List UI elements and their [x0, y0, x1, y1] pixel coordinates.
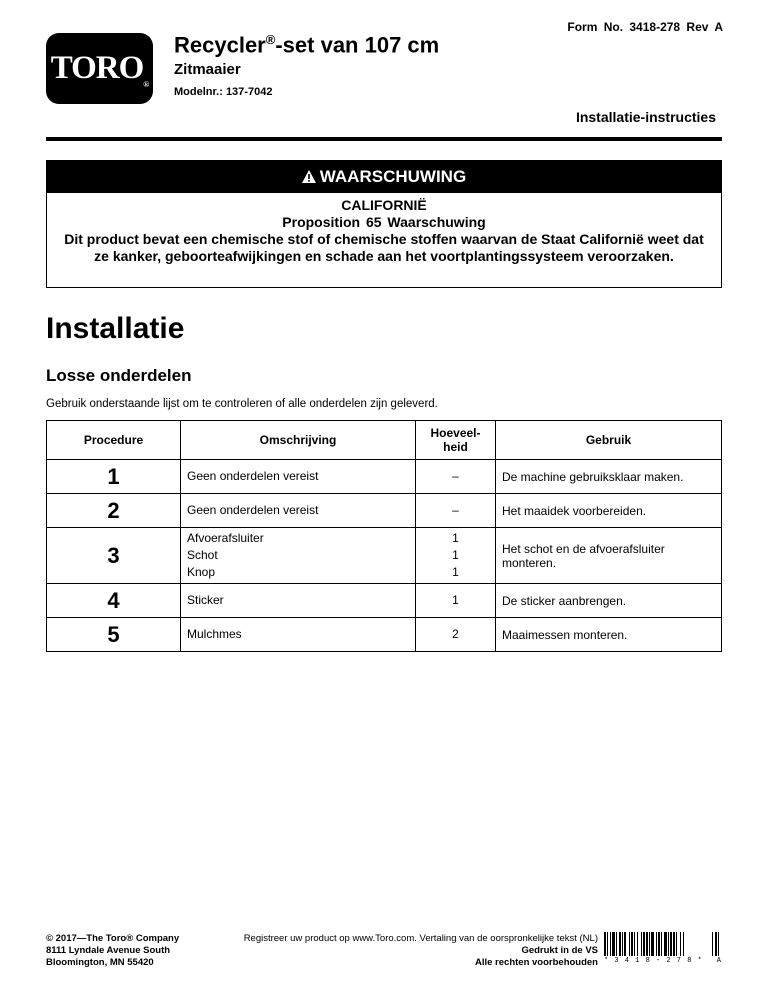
toro-logo: TORO®	[46, 33, 153, 104]
cell-quantity: –	[416, 494, 496, 528]
cell-description: Geen onderdelen vereist	[181, 494, 416, 528]
document-title: Recycler®-set van 107 cm	[174, 32, 440, 58]
cell-use: Het maaidek voorbereiden.	[496, 494, 722, 528]
cell-procedure: 5	[47, 618, 181, 652]
warning-line-state: CALIFORNIË	[341, 197, 427, 213]
header-description: Omschrijving	[181, 421, 416, 460]
model-number: Modelnr.: 137-7042	[174, 86, 273, 98]
cell-procedure: 2	[47, 494, 181, 528]
section-subtitle: Losse onderdelen	[46, 366, 192, 385]
cell-use: Maaimessen monteren.	[496, 618, 722, 652]
cell-quantity: 2	[416, 618, 496, 652]
parts-table	[46, 420, 722, 652]
header-use: Gebruik	[496, 421, 722, 460]
cell-quantity: 1 1 1	[416, 528, 496, 584]
footer-company: © 2017—The Toro® Company 8111 Lyndale Avenue South Bloomington, MN 55420	[46, 933, 180, 968]
cell-procedure: 3	[47, 528, 181, 584]
section-intro: Gebruik onderstaande lijst om te controleren of alle onderdelen zijn geleverd.	[46, 398, 438, 410]
table-row	[47, 528, 722, 584]
header-procedure: Procedure	[47, 421, 181, 460]
warning-header: WAARSCHUWING	[47, 161, 721, 193]
barcode	[604, 932, 722, 958]
table-row	[47, 618, 722, 652]
document-subtitle: Zitmaaier	[174, 61, 241, 78]
table-row	[47, 494, 722, 528]
warning-line-proposition: Proposition 65 Waarschuwing	[282, 214, 486, 230]
table-header-row	[47, 421, 722, 460]
form-number: Form No. 3418-278 Rev A	[567, 20, 723, 34]
header-divider	[46, 137, 722, 141]
warning-triangle-icon	[302, 170, 316, 183]
cell-description: Mulchmes	[181, 618, 416, 652]
cell-quantity: –	[416, 460, 496, 494]
cell-description: Afvoerafsluiter Schot Knop	[181, 528, 416, 584]
section-title: Installatie	[46, 312, 185, 345]
table-row	[47, 584, 722, 618]
cell-procedure: 1	[47, 460, 181, 494]
header-quantity: Hoeveel- heid	[416, 421, 496, 460]
document-type: Installatie-instructies	[575, 109, 716, 125]
footer-registration: Registreer uw product op www.Toro.com. Vertaling van de oorspronkelijke tekst (NL) Gedrukt in de VS Alle rechten voorbehouden	[243, 933, 598, 968]
cell-use: De sticker aanbrengen.	[496, 584, 722, 618]
warning-body	[47, 193, 721, 265]
cell-procedure: 4	[47, 584, 181, 618]
cell-description: Geen onderdelen vereist	[181, 460, 416, 494]
cell-description: Sticker	[181, 584, 416, 618]
table-row	[47, 460, 722, 494]
cell-quantity: 1	[416, 584, 496, 618]
barcode-caption: * 3 4 1 8 - 2 7 8 * A	[604, 957, 722, 965]
cell-use: De machine gebruiksklaar maken.	[496, 460, 722, 494]
cell-use: Het schot en de afvoerafsluiter monteren.	[496, 528, 722, 584]
warning-box	[46, 160, 722, 288]
warning-text: Dit product bevat een chemische stof of chemische stoffen waarvan de Staat Californië weet dat ze kanker, geboorteafwijkingen en schade aan het voortplantingssysteem veroorzaken.	[64, 231, 704, 264]
